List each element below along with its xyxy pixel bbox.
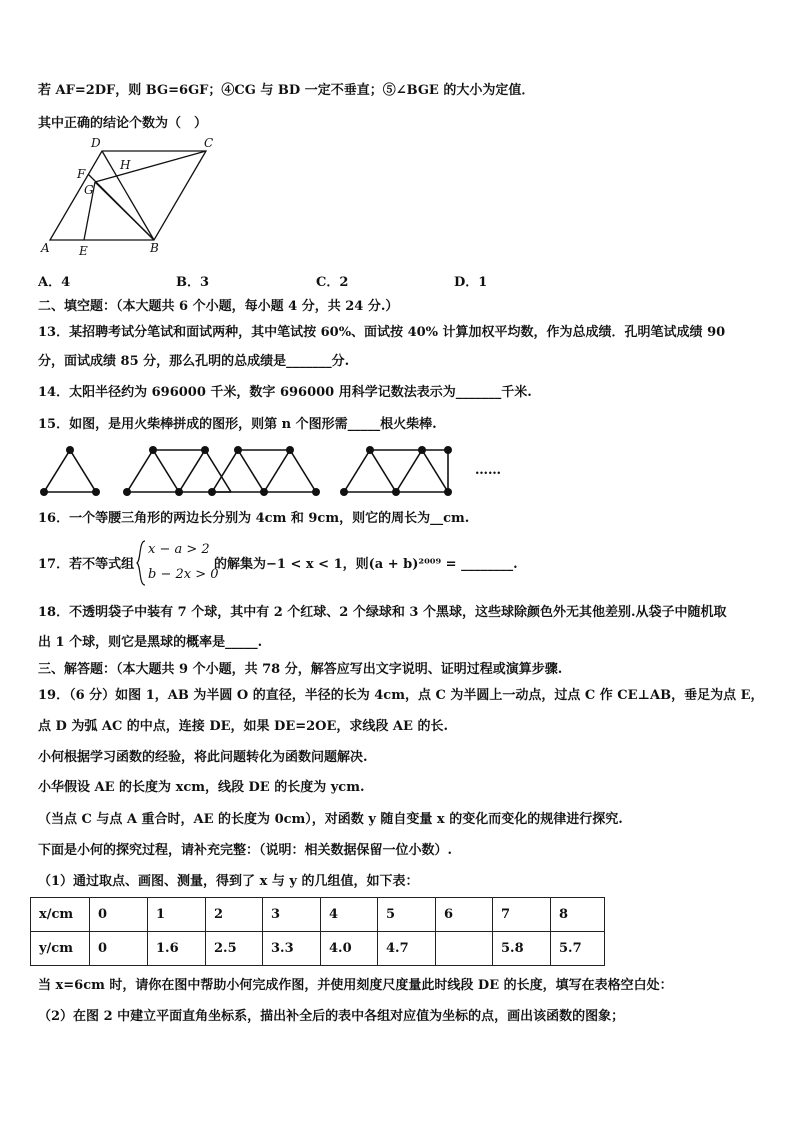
- q17-ineq1: x − a > 2: [148, 542, 210, 557]
- table-cell: 3: [263, 898, 321, 932]
- table-cell: 4.0: [321, 932, 378, 966]
- q13-line2: 分，面试成绩 85 分，那么孔明的总成绩是_______分.: [38, 354, 350, 369]
- table-cell: 0: [90, 898, 148, 932]
- label-a: A: [41, 241, 50, 255]
- table-cell-blank[interactable]: [436, 932, 493, 966]
- q17-prefix: 17．若不等式组: [38, 557, 135, 572]
- label-d: D: [91, 136, 101, 150]
- question-prompt: 其中正确的结论个数为（ ）: [38, 116, 208, 131]
- section-heading-answer: 三、解答题：（本大题共 9 个小题，共 78 分，解答应写出文字说明、证明过程或演算步骤.: [38, 662, 563, 677]
- table-cell: 7: [493, 898, 551, 932]
- table-cell: 3.3: [263, 932, 321, 966]
- q18-line1: 18．不透明袋子中装有 7 个球，其中有 2 个红球、2 个绿球和 3 个黑球，这些球除颜色外无其他差别.从袋子中随机取: [38, 605, 727, 620]
- table-cell: 8: [551, 898, 605, 932]
- q19-line9: （2）在图 2 中建立平面直角坐标系，描出补全后的表中各组对应值为坐标的点，画出该函数的图象；: [38, 1009, 625, 1024]
- table-header-y: y/cm: [31, 932, 90, 966]
- q18-line2: 出 1 个球，则它是黑球的概率是_____.: [38, 635, 263, 650]
- table-cell: 5.8: [493, 932, 551, 966]
- label-b: B: [150, 241, 159, 255]
- q19-line5: （当点 C 与点 A 重合时，AE 的长度为 0cm），对函数 y 随自变量 x 的变化而变化的规律进行探究.: [38, 812, 623, 827]
- table-cell: 2: [206, 898, 263, 932]
- table-cell: 1: [148, 898, 206, 932]
- ellipsis: ……: [475, 463, 501, 478]
- section-heading-fill: 二、填空题：（本大题共 6 个小题，每小题 4 分，共 24 分.）: [38, 299, 399, 314]
- q13-line1: 13．某招聘考试分笔试和面试两种，其中笔试按 60%、面试按 40% 计算加权平均数，作为总成绩．孔明笔试成绩 90: [38, 325, 726, 340]
- option-b: B．3: [176, 275, 210, 290]
- table-cell: 6: [436, 898, 493, 932]
- q19-line3: 小何根据学习函数的经验，将此问题转化为函数问题解决.: [38, 750, 368, 765]
- label-c: C: [204, 136, 214, 150]
- q19-line1: 19．（6 分）如图 1，AB 为半圆 O 的直径，半径的长为 4cm，点 C 为半圆上一动点，过点 C 作 CE⊥AB，垂足为点 E，: [38, 688, 764, 703]
- label-h: H: [120, 158, 131, 172]
- parallelogram-figure: [36, 134, 226, 260]
- table-row-y: [31, 932, 605, 966]
- table-row-x: [31, 898, 605, 932]
- q19-line7: （1）通过取点、画图、测量，得到了 x 与 y 的几组值，如下表：: [38, 874, 419, 889]
- q19-line2: 点 D 为弧 AC 的中点，连接 DE，如果 DE=2OE，求线段 AE 的长.: [38, 719, 448, 734]
- matchstick-figures: [30, 440, 510, 500]
- xy-table: [30, 897, 605, 966]
- table-cell: 1.6: [148, 932, 206, 966]
- option-d: D．1: [454, 275, 488, 290]
- table-cell: 5: [378, 898, 436, 932]
- q19-line4: 小华假设 AE 的长度为 xcm，线段 DE 的长度为 ycm.: [38, 780, 365, 795]
- table-cell: 2.5: [206, 932, 263, 966]
- label-f: F: [77, 167, 86, 181]
- option-a: A．4: [38, 275, 71, 290]
- q15: 15．如图，是用火柴棒拼成的图形，则第 n 个图形需_____根火柴棒.: [38, 417, 437, 432]
- q19-line6: 下面是小何的探究过程，请补充完整：（说明：相关数据保留一位小数）.: [38, 843, 453, 858]
- q14: 14．太阳半径约为 696000 千米，数字 696000 用科学记数法表示为_______千米.: [38, 385, 532, 400]
- table-header-x: x/cm: [31, 898, 90, 932]
- option-c: C．2: [316, 275, 349, 290]
- q17-ineq2: b − 2x > 0: [148, 567, 219, 582]
- q19-line8: 当 x=6cm 时，请你在图中帮助小何完成作图，并使用刻度尺度量此时线段 DE 的长度，填写在表格空白处：: [38, 978, 673, 993]
- brace: [136, 540, 146, 586]
- label-e: E: [79, 244, 88, 258]
- table-cell: 5.7: [551, 932, 605, 966]
- statement-line: 若 AF=2DF，则 BG=6GF；④CG 与 BD 一定不垂直；⑤∠BGE 的大小为定值．: [38, 83, 535, 98]
- table-cell: 4: [321, 898, 378, 932]
- q17-suffix: 的解集为−1 < x < 1，则(a + b)²⁰⁰⁹ = ________.: [214, 557, 518, 572]
- label-g: G: [84, 183, 94, 197]
- q16: 16．一个等腰三角形的两边长分别为 4cm 和 9cm，则它的周长为__cm.: [38, 511, 470, 526]
- table-cell: 4.7: [378, 932, 436, 966]
- table-cell: 0: [90, 932, 148, 966]
